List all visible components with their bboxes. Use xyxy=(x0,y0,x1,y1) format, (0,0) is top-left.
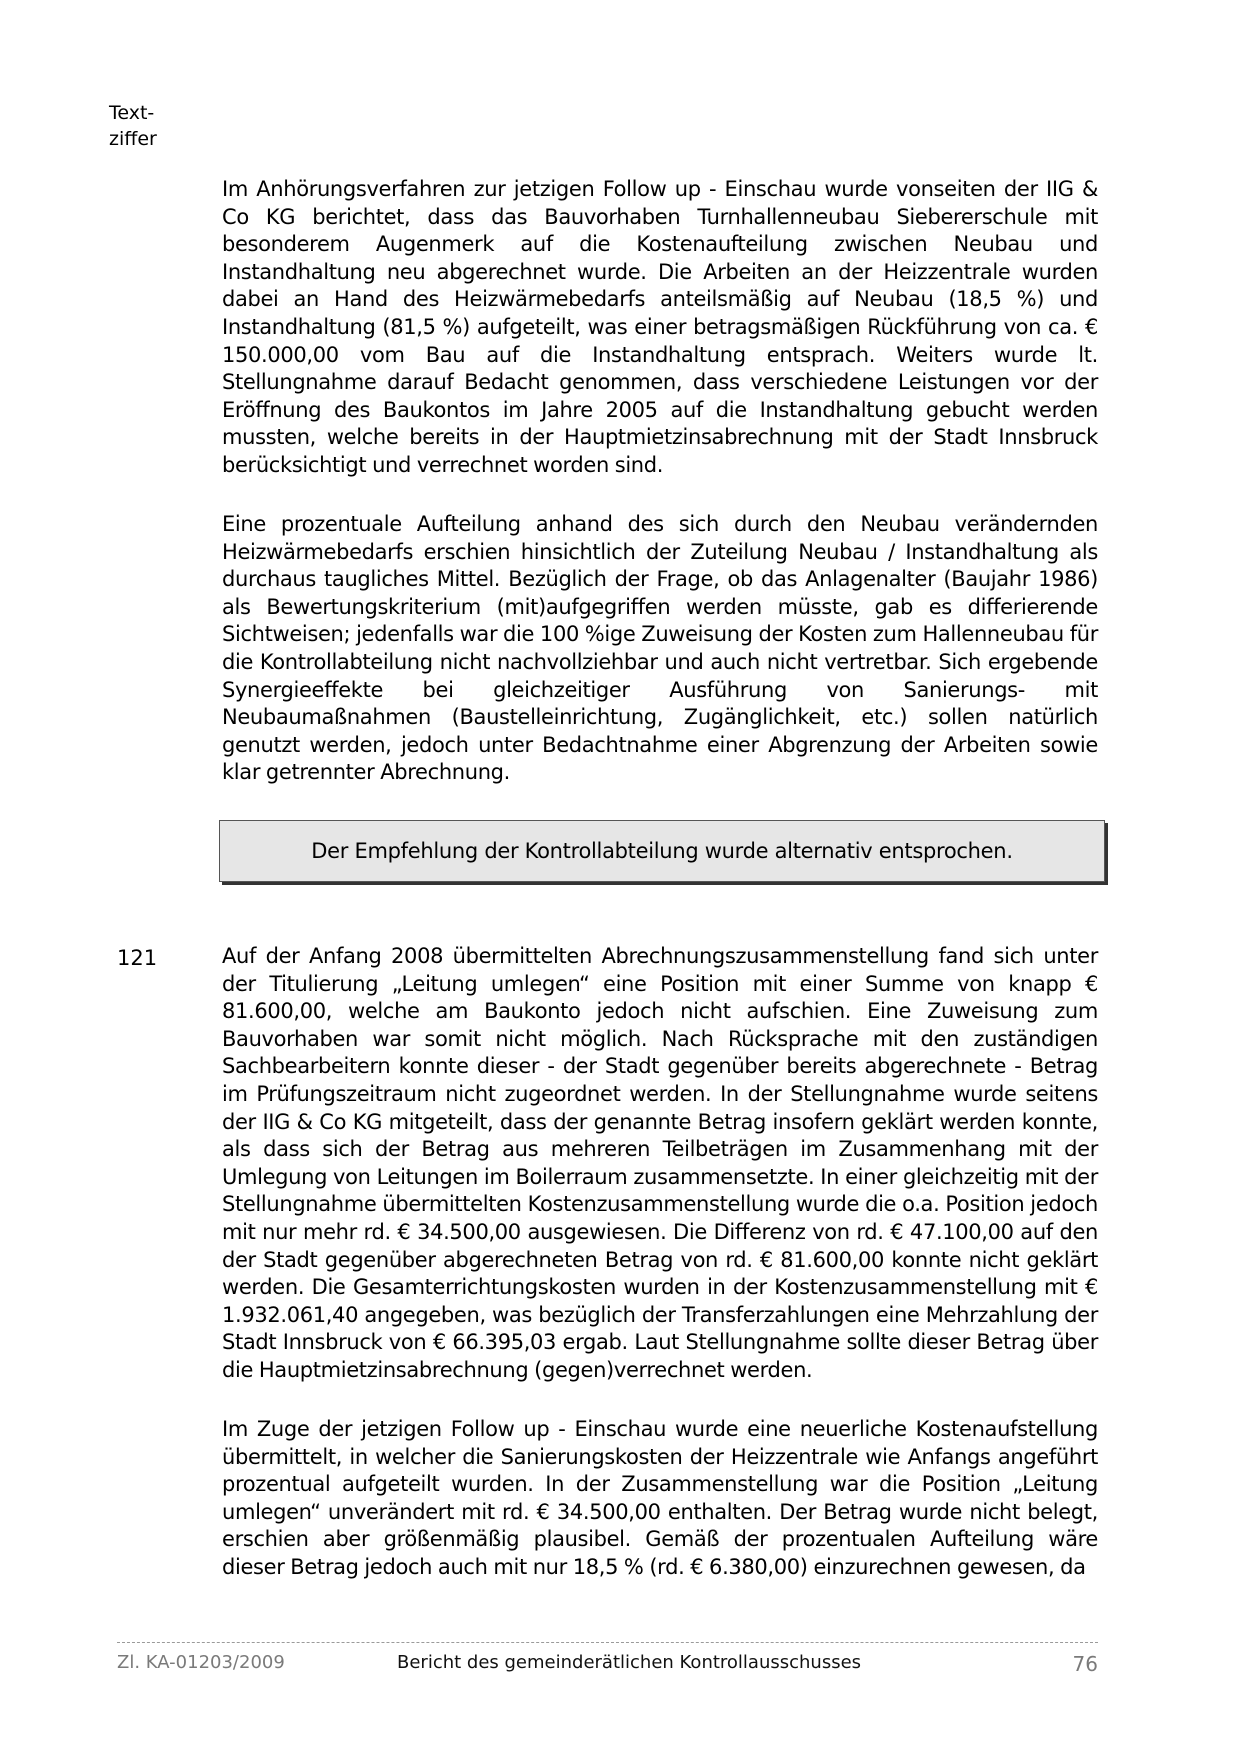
paragraph-number-121: 121 xyxy=(117,946,158,970)
textziffer-label xyxy=(109,100,157,152)
textziffer-label-line-2: ziffer xyxy=(109,128,157,150)
footer-page-number: 76 xyxy=(1072,1652,1098,1676)
footer-reference: Zl. KA-01203/2009 xyxy=(117,1652,285,1673)
recommendation-box xyxy=(219,820,1105,882)
footer-divider xyxy=(117,1642,1098,1643)
paragraph-billing-summary: Auf der Anfang 2008 übermittelten Abrechnungszusammenstellung fand sich unter der Titulierung „Leitung umlegen“ eine Position mit einer Summe von knapp € 81.600,00, welche am Baukonto jedoch nicht aufschien. Eine Zuweisung zum Bauvorhaben war somit nicht möglich. Nach Rücksprache mit den zuständigen Sachbearbeitern konnte dieser - der Stadt gegenüber bereits abgerechnete - Betrag im Prüfungszeitraum nicht zugeordnet werden. In der Stellungnahme wurde seitens der IIG & Co KG mitgeteilt, dass der genannte Betrag insofern geklärt werden konnte, als dass sich der Betrag aus mehreren Teilbeträgen im Zusammenhang mit der Umlegung von Leitungen im Boilerraum zusammensetzte. In einer gleichzeitig mit der Stellungnahme übermittelten Kostenzusammenstellung wurde die o.a. Position jedoch mit nur mehr rd. € 34.500,00 ausgewiesen. Die Differenz von rd. € 47.100,00 auf den der Stadt gegenüber abgerechneten Betrag von rd. € 81.600,00 konnte nicht geklärt werden. Die Gesamterrichtungskosten wurden in der Kostenzusammenstellung mit € 1.932.061,40 angegeben, was bezüglich der Transferzahlungen eine Mehrzahlung der Stadt Innsbruck von € 66.395,03 ergab. Laut Stellungnahme sollte dieser Betrag über die Hauptmietzinsabrechnung (gegen)verrechnet werden. xyxy=(222,944,1098,1382)
paragraph-percentage-allocation: Eine prozentuale Aufteilung anhand des sich durch den Neubau verändernden Heizwärmebedarfs erschien hinsichtlich der Zuteilung Neubau / Instandhaltung als durchaus taugliches Mittel. Bezüglich der Frage, ob das Anlagenalter (Baujahr 1986) als Bewertungskriterium (mit)aufgegriffen werden müsste, gab es differierende Sichtweisen; jedenfalls war die 100 %ige Zuweisung der Kosten zum Hallenneubau für die Kontrollabteilung nicht nachvollziehbar und auch nicht vertretbar. Sich ergebende Synergieeffekte bei gleichzeitiger Ausführung von Sanierungs- mit Neubaumaßnahmen (Baustelleinrichtung, Zugänglichkeit, etc.) sollen natürlich genutzt werden, jedoch unter Bedachtnahme einer Abgrenzung der Arbeiten sowie klar getrennter Abrechnung. xyxy=(222,512,1098,785)
textziffer-label-line-1: Text- xyxy=(109,102,155,124)
footer-title: Bericht des gemeinderätlichen Kontrollausschusses xyxy=(397,1652,862,1673)
paragraph-follow-up-cost-statement: Im Zuge der jetzigen Follow up - Einschau wurde eine neuerliche Kostenaufstellung übermittelt, in welcher die Sanierungskosten der Heizzentrale wie Anfangs angeführt prozentual aufgeteilt wurden. In der Zusammenstellung war die Position „Leitung umlegen“ unverändert mit rd. € 34.500,00 enthalten. Der Betrag wurde nicht belegt, erschien aber größenmäßig plausibel. Gemäß der prozentualen Aufteilung wäre dieser Betrag jedoch auch mit nur 18,5 % (rd. € 6.380,00) einzurechnen gewesen, da xyxy=(222,1417,1098,1579)
paragraph-hearing-procedure: Im Anhörungsverfahren zur jetzigen Follow up - Einschau wurde vonseiten der IIG & Co KG berichtet, dass das Bauvorhaben Turnhallenneubau Siebererschule mit besonderem Augenmerk auf die Kostenaufteilung zwischen Neubau und Instandhaltung neu abgerechnet wurde. Die Arbeiten an der Heizzentrale wurden dabei an Hand des Heizwärmebedarfs anteilsmäßig auf Neubau (18,5 %) und Instandhaltung (81,5 %) aufgeteilt, was einer betragsmäßigen Rückführung von ca. € 150.000,00 vom Bau auf die Instandhaltung entsprach. Weiters wurde lt. Stellungnahme darauf Bedacht genommen, dass verschiedene Leistungen vor der Eröffnung des Baukontos im Jahre 2005 auf die Instandhaltung gebucht werden mussten, welche bereits in der Hauptmietzinsabrechnung mit der Stadt Innsbruck berücksichtigt und verrechnet worden sind. xyxy=(222,177,1098,477)
recommendation-text: Der Empfehlung der Kontrollabteilung wurde alternativ entsprochen. xyxy=(311,839,1013,863)
